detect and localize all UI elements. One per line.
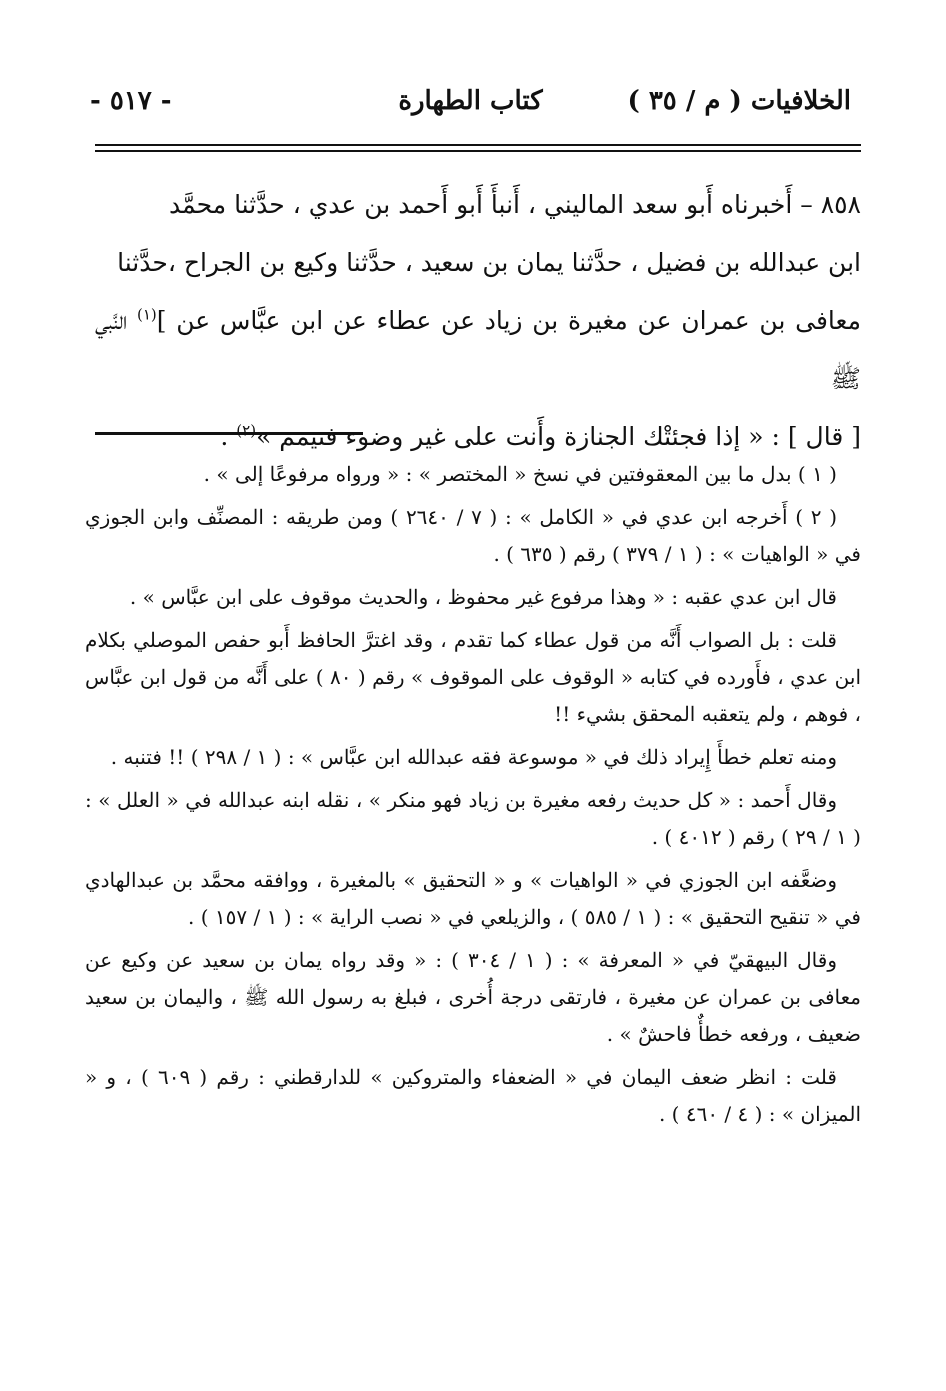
footnote-paragraph: وقال أَحمد : « كل حديث رفعه مغيرة بن زياد فهو منكر » ، نقله ابنه عبدالله في « العلل » : ( ١ / ٢٩ ) رقم ( ٤٠١٢ ) .: [85, 788, 861, 849]
footnote-paragraph: ومنه تعلم خطأَ إِيراد ذلك في « موسوعة فقه عبدالله ابن عبَّاس » : ( ١ / ٢٩٨ ) !! فتنبه .: [110, 745, 837, 769]
footnote-separator: [95, 432, 363, 435]
hadith-line-text: النَّبي ﷺ: [95, 306, 861, 393]
header-chapter-title: كتاب الطهارة: [398, 86, 543, 116]
header-rule-bottom: [95, 150, 861, 152]
footnote-paragraph: قلت : انظر ضعف اليمان في « الضعفاء والمتروكين » للدارقطني : رقم ( ٦٠٩ ) ، و « الميزان » : ( ٤ / ٤٦٠ ) .: [85, 1065, 861, 1126]
footnote-paragraph: ( ٢ ) أَخرجه ابن عدي في « الكامل » : ( ٧ / ٢٦٤٠ ) ومن طريقه : المصنِّف وابن الجوزي في « الواهيات » : ( ١ / ٣٧٩ ) رقم ( ٦٣٥ ) .: [85, 505, 861, 566]
hadith-line-text: .: [220, 422, 237, 451]
footnote-ref: (٢): [236, 421, 257, 440]
footnotes: [85, 456, 861, 1139]
footnote-paragraph: وقال البيهقيّ في « المعرفة » : ( ١ / ٣٠٤ ) : « وقد رواه يمان بن سعيد عن وكيع عن معافى بن عمران عن مغيرة ، فارتقى درجة أُخرى ، فبلغ به رسول الله ﷺ ، واليمان بن سعيد ضعيف ، ورفعه خطأٌ فاحشٌ » .: [85, 948, 861, 1046]
footnote-paragraph: قال ابن عدي عقبه : « وهذا مرفوع غير محفوظ ، والحديث موقوف على ابن عبَّاس » .: [129, 585, 837, 609]
footnote-paragraph: قلت : بل الصواب أَنَّه من قول عطاء كما تقدم ، وقد اغترَّ الحافظ أَبو حفص الموصلي بكلام ابن عدي ، فأَورده في كتابه « الوقوف على الموقوف » رقم ( ٨٠ ) على أَنَّه من قول ابن عبَّاس ، فوهم ، ولم يتعقبه المحقق بشيء !!: [85, 628, 862, 726]
hadith-line: ٨٥٨ – أَخبرناه أَبو سعد الماليني ، أَنبأَ أَبو أَحمد بن عدي ، حدَّثنا محمَّد: [169, 190, 861, 219]
hadith-line-text: [ قال ] : « إذا فجئتْك الجنازة وأَنت على غير وضوء فتيمم »: [256, 422, 861, 451]
header-book-title: الخلافيات ( م / ٣٥ ): [627, 86, 851, 116]
footnote-paragraph: وضعَّفه ابن الجوزي في « الواهيات » و « التحقيق » بالمغيرة ، ووافقه محمَّد بن عبدالهادي في « تنقيح التحقيق » : ( ١ / ٥٨٥ ) ، والزيلعي في « نصب الراية » : ( ١ / ١٥٧ ) .: [85, 868, 861, 929]
header-rule-top: [95, 144, 861, 146]
hadith-line-text: معافى بن عمران عن مغيرة بن زياد عن عطاء عن ابن عبَّاس عن ]: [156, 306, 861, 335]
header-page-number: - ٥١٧ -: [90, 86, 172, 116]
footnote-ref: (١): [136, 305, 157, 324]
page-header: [90, 86, 851, 126]
hadith-text: [95, 176, 861, 466]
hadith-line: ابن عبدالله بن فضيل ، حدَّثنا يمان بن سعيد ، حدَّثنا وكيع بن الجراح ،حدَّثنا: [117, 248, 861, 277]
hadith-line: [95, 292, 861, 408]
footnote-paragraph: ( ١ ) بدل ما بين المعقوفتين في نسخ « المختصر » : « ورواه مرفوعًا إلى » .: [203, 462, 837, 486]
